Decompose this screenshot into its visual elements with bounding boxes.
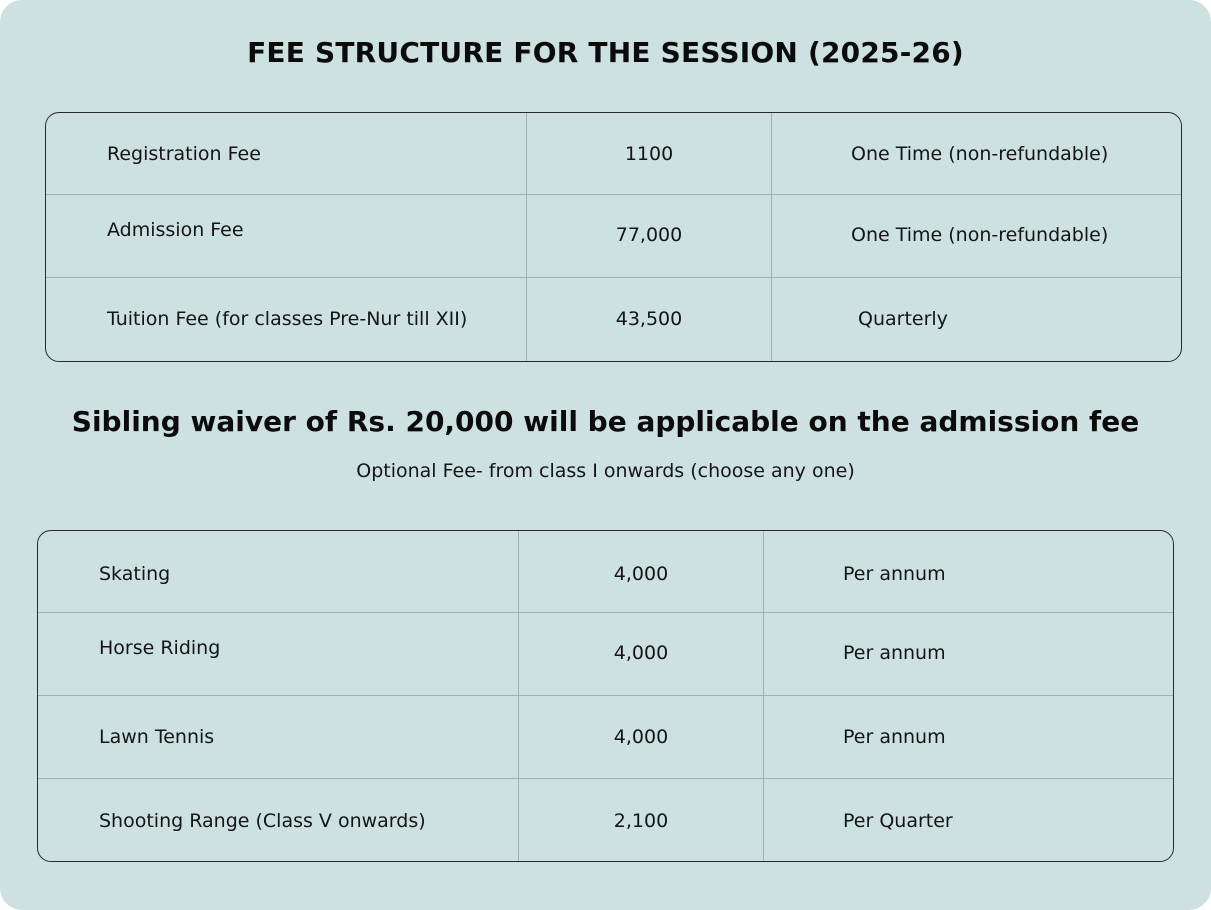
fee-amount: 43,500 [615, 308, 683, 330]
table-row [46, 113, 1181, 195]
fee-name: Tuition Fee (for classes Pre-Nur till XII) [107, 308, 468, 330]
fee-amount: 77,000 [615, 224, 683, 246]
fee-frequency: Quarterly [858, 308, 948, 330]
activity-name: Lawn Tennis [99, 726, 215, 748]
fee-frequency: One Time (non-refundable) [851, 143, 1109, 165]
activity-frequency: Per annum [843, 642, 946, 664]
activity-amount: 4,000 [613, 726, 669, 748]
table-row [46, 278, 1181, 362]
table-row [38, 531, 1173, 613]
table-row [46, 195, 1181, 278]
fee-frequency: One Time (non-refundable) [851, 224, 1109, 246]
activity-name: Skating [99, 563, 171, 585]
activity-name: Shooting Range (Class V onwards) [99, 810, 426, 832]
activity-frequency: Per annum [843, 726, 946, 748]
activity-frequency: Per Quarter [843, 810, 953, 832]
activity-amount: 2,100 [613, 810, 669, 832]
optional-fee-note: Optional Fee- from class I onwards (choose any one) [356, 460, 855, 482]
fee-name: Registration Fee [107, 143, 261, 165]
activity-frequency: Per annum [843, 563, 946, 585]
activity-amount: 4,000 [613, 563, 669, 585]
table-row [38, 779, 1173, 862]
optional-fee-table [37, 530, 1174, 862]
activity-amount: 4,000 [613, 642, 669, 664]
fee-name: Admission Fee [107, 219, 244, 241]
table-row [38, 613, 1173, 696]
fee-amount: 1100 [624, 143, 674, 165]
sibling-waiver-note: Sibling waiver of Rs. 20,000 will be applicable on the admission fee [71, 405, 1140, 438]
fee-structure-table [45, 112, 1182, 362]
activity-name: Horse Riding [99, 637, 221, 659]
page-title: FEE STRUCTURE FOR THE SESSION (2025-26) [247, 36, 964, 69]
table-row [38, 696, 1173, 779]
